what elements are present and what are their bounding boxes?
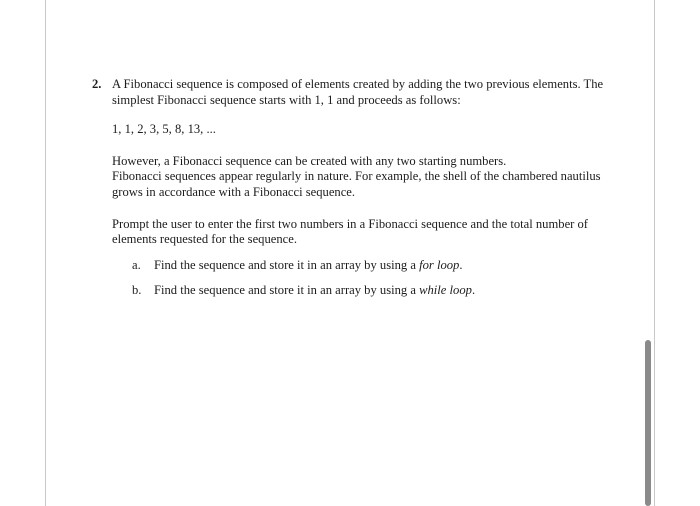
sub-label: b. [132, 283, 142, 298]
sub-question-b [132, 283, 637, 299]
sub-text: Find the sequence and store it in an array by using a for loop. [154, 257, 463, 272]
however-line-1: However, a Fibonacci sequence can be created with any two starting numbers. [112, 153, 507, 168]
sub-text: Find the sequence and store it in an array by using a while loop. [154, 283, 476, 298]
scrollbar[interactable] [645, 340, 651, 506]
however-line-2: Fibonacci sequences appear regularly in nature. For example, the shell of the chambered nautilus [112, 169, 601, 184]
sub-questions [132, 258, 637, 299]
emphasis-text: for loop [419, 257, 460, 272]
prompt-line-1: Prompt the user to enter the first two numbers in a Fibonacci sequence and the total number of [112, 216, 588, 231]
intro-line-2: simplest Fibonacci sequence starts with 1, 1 and proceeds as follows: [112, 92, 461, 107]
document-page [45, 0, 655, 506]
question-number: 2. [92, 77, 102, 91]
sub-label: a. [132, 257, 141, 272]
however-line-3: grows in accordance with a Fibonacci sequence. [112, 184, 356, 199]
prompt-paragraph [112, 217, 637, 248]
emphasis-text: while loop [419, 283, 472, 298]
question-2 [92, 77, 637, 309]
sub-question-a [132, 258, 637, 274]
intro-line-1: A Fibonacci sequence is composed of elements created by adding the two previous elements. The [112, 77, 604, 91]
intro-paragraph [112, 77, 637, 108]
question-body [112, 77, 637, 299]
sequence-example: 1, 1, 2, 3, 5, 8, 13, ... [112, 122, 216, 137]
prompt-line-2: elements requested for the sequence. [112, 232, 297, 247]
however-paragraph [112, 154, 637, 201]
